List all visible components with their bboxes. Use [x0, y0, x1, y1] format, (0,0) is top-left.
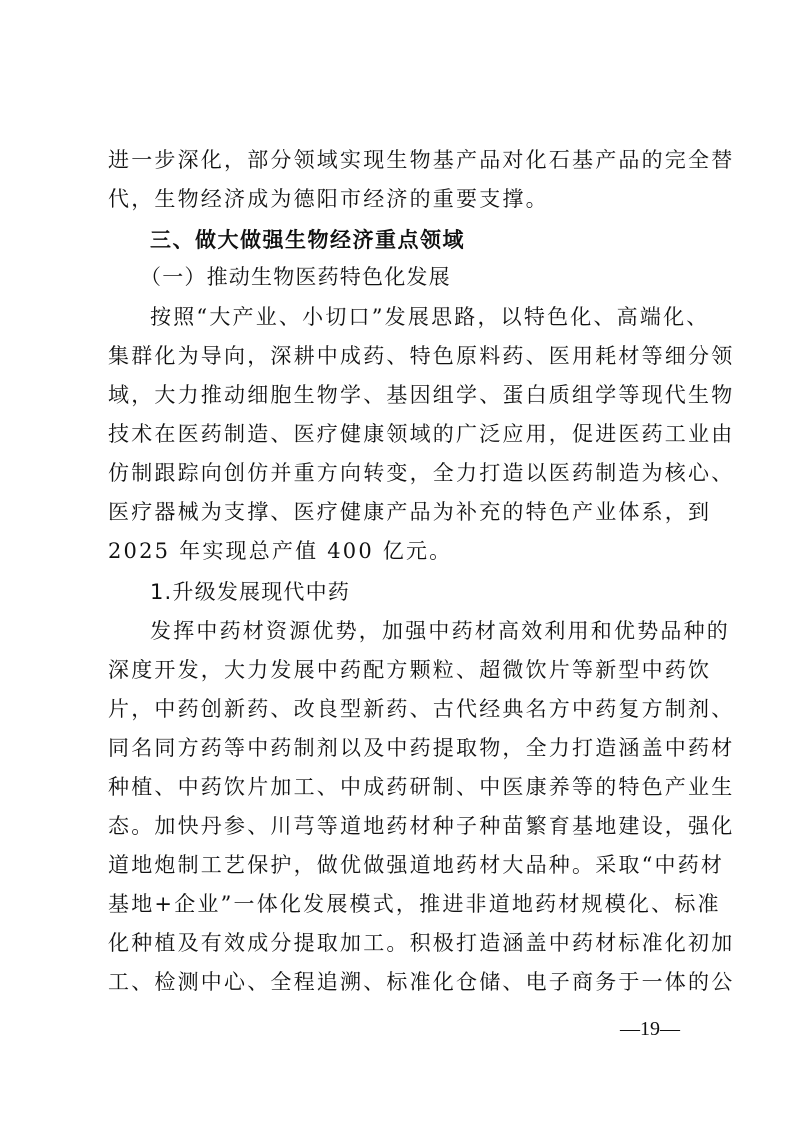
- page-number: —19—: [620, 1018, 680, 1040]
- paragraph-line: 工、检测中心、全程追溯、标准化仓储、电子商务于一体的公: [108, 970, 735, 994]
- paragraph-line: 代，生物经济成为德阳市经济的重要支撑。: [108, 187, 549, 211]
- paragraph-line: 集群化为导向，深耕中成药、特色原料药、医用耗材等细分领: [108, 344, 735, 368]
- paragraph-line: 仿制跟踪向创仿并重方向转变，全力打造以医药制造为核心、: [108, 461, 735, 485]
- paragraph-line: 发挥中药材资源优势，加强中药材高效利用和优势品种的: [150, 619, 730, 643]
- numbered-heading: 1.升级发展现代中药: [150, 580, 351, 604]
- section-heading: 三、做大做强生物经济重点领域: [150, 228, 465, 252]
- paragraph-line: 进一步深化，部分领域实现生物基产品对化石基产品的完全替: [108, 148, 735, 172]
- paragraph-line: 片，中药创新药、改良型新药、古代经典名方中药复方制剂、: [108, 697, 735, 721]
- paragraph-line: 化种植及有效成分提取加工。积极打造涵盖中药材标准化初加: [108, 931, 735, 955]
- paragraph-line: 态。加快丹参、川芎等道地药材种子种苗繁育基地建设，强化: [108, 814, 735, 838]
- paragraph-line: 道地炮制工艺保护，做优做强道地药材大品种。采取“中药材: [108, 853, 725, 877]
- paragraph-line: 2025 年实现总产值 400 亿元。: [108, 539, 453, 563]
- paragraph-line: 基地+企业”一体化发展模式，推进非道地药材规模化、标准: [108, 892, 721, 916]
- paragraph-line: 按照“大产业、小切口”发展思路，以特色化、高端化、: [150, 305, 710, 329]
- paragraph-line: 种植、中药饮片加工、中成药研制、中医康养等的特色产业生: [108, 775, 735, 799]
- subsection-heading: （一）推动生物医药特色化发展: [140, 265, 451, 289]
- paragraph-line: 深度开发，大力发展中药配方颗粒、超微饮片等新型中药饮: [108, 658, 712, 682]
- paragraph-line: 同名同方药等中药制剂以及中药提取物，全力打造涵盖中药材: [108, 736, 735, 760]
- paragraph-line: 医疗器械为支撑、医疗健康产品为补充的特色产业体系，到: [108, 500, 712, 524]
- paragraph-line: 域，大力推动细胞生物学、基因组学、蛋白质组学等现代生物: [108, 383, 735, 407]
- paragraph-line: 技术在医药制造、医疗健康领域的广泛应用，促进医药工业由: [108, 422, 735, 446]
